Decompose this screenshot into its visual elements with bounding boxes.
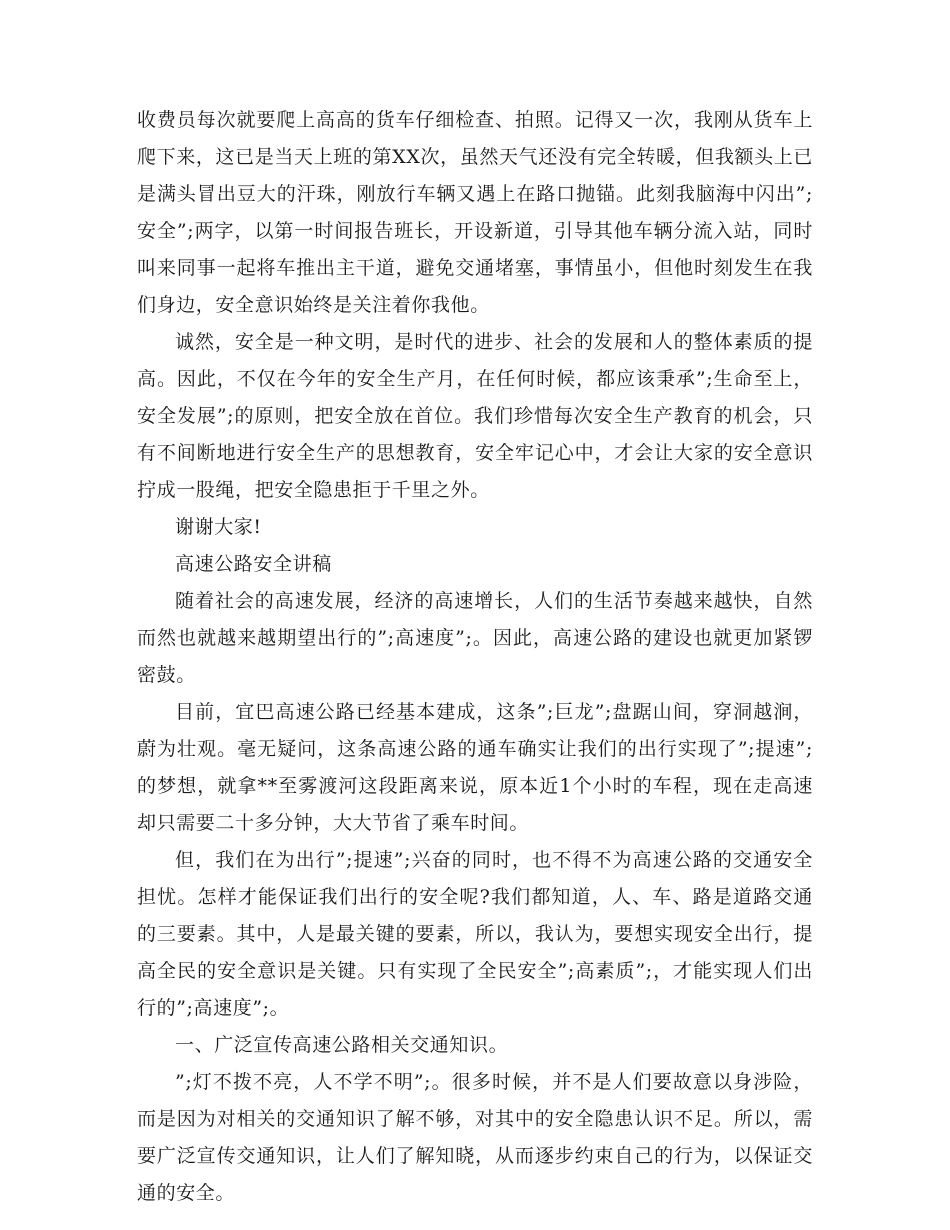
section-title: 高速公路安全讲稿 [175,553,332,575]
document-body [137,102,813,1212]
subheading-1: 一、广泛宣传高速公路相关交通知识。 [175,1034,509,1056]
paragraph-2: 诚然，安全是一种文明，是时代的进步、社会的发展和人的整体素质的提高。因此，不仅在今年的安全生产月，在任何时候，都应该秉承”;生命至上，安全发展”;的原则，把安全放在首位。我们珍惜每次安全生产教育的机会，只有不间断地进行安全生产的思想教育，安全牢记心中，才会让大家的安全意识拧成一股绳，把安全隐患拒于千里之外。 [137,331,813,501]
paragraph-4: 目前，宜巴高速公路已经基本建成，这条”;巨龙”;盘踞山间，穿洞越涧，蔚为壮观。毫无疑问，这条高速公路的通车确实让我们的出行实现了”;提速”;的梦想，就拿**至雾渡河这段距离来说，原本近1个小时的车程，现在走高速却只需要二十多分钟，大大节省了乘车时间。 [137,701,813,834]
paragraph-1: 收费员每次就要爬上高高的货车仔细检查、拍照。记得又一次，我刚从货车上爬下来，这已是当天上班的第XX次，虽然天气还没有完全转暖，但我额头上已是满头冒出豆大的汗珠，刚放行车辆又遇上在路口抛锚。此刻我脑海中闪出”;安全”;两字，以第一时间报告班长，开设新道，引导其他车辆分流入站，同时叫来同事一起将车推出主干道，避免交通堵塞，事情虽小，但他时刻发生在我们身边，安全意识始终是关注着你我他。 [137,109,813,316]
paragraph-6: ”;灯不拨不亮，人不学不明”;。很多时候，并不是人们要故意以身涉险，而是因为对相关的交通知识了解不够，对其中的安全隐患认识不足。所以，需要广泛宣传交通知识，让人们了解知晓，从而逐步约束自己的行为，以保证交通的安全。 [137,1071,813,1204]
paragraph-3: 随着社会的高速发展，经济的高速增长，人们的生活节奏越来越快，自然而然也就越来越期望出行的”;高速度”;。因此，高速公路的建设也就更加紧锣密鼓。 [137,590,813,686]
paragraph-5: 但，我们在为出行”;提速”;兴奋的同时，也不得不为高速公路的交通安全担忧。怎样才能保证我们出行的安全呢?我们都知道，人、车、路是道路交通的三要素。其中，人是最关键的要素，所以，我认为，要想实现安全出行，提高全民的安全意识是关键。只有实现了全民安全”;高素质”;，才能实现人们出行的”;高速度”;。 [137,849,813,1019]
paragraph-thanks: 谢谢大家! [175,516,262,538]
